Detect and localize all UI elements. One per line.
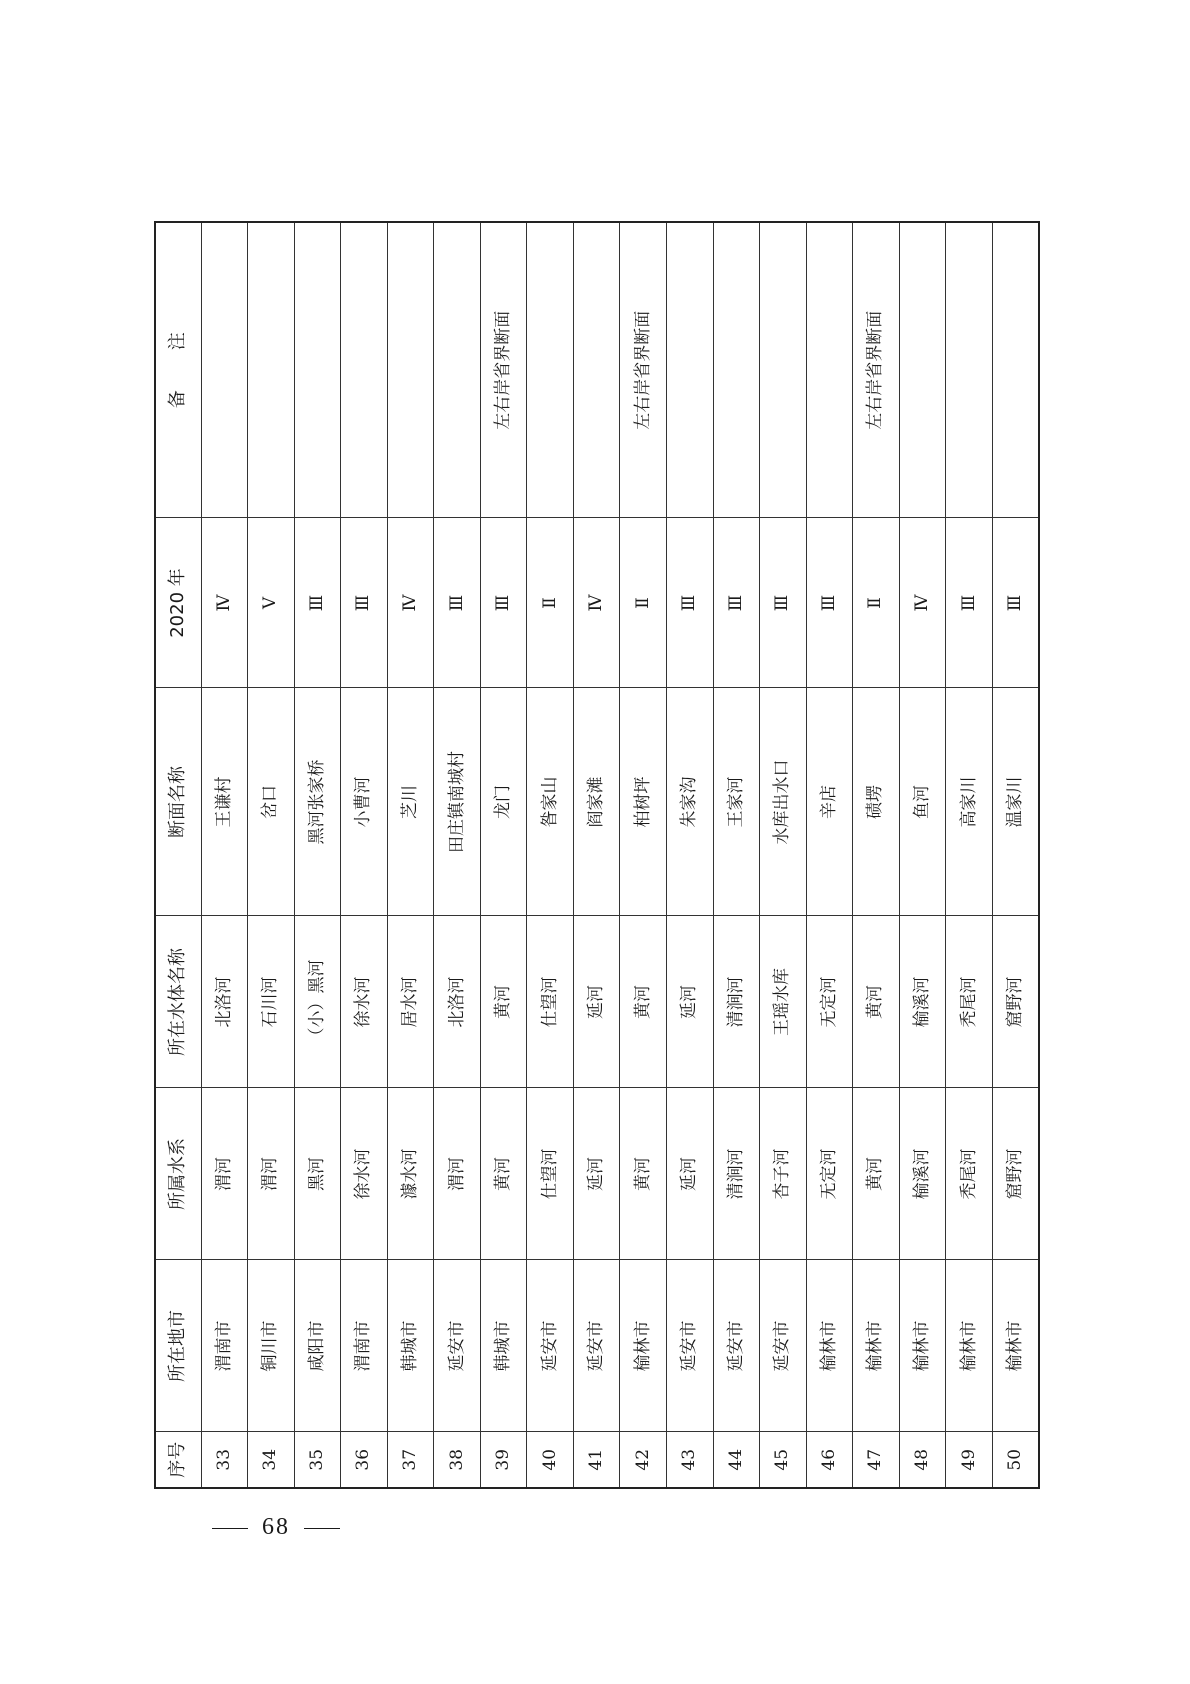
- table-row: [992, 222, 1039, 1488]
- cell-system: 渭河: [434, 1088, 481, 1260]
- cell-system: 清涧河: [713, 1088, 760, 1260]
- cell-water-body: 北洛河: [201, 916, 248, 1088]
- page-footer: [198, 1514, 354, 1541]
- cell-system: 黄河: [853, 1088, 900, 1260]
- cell-city: 延安市: [527, 1260, 574, 1432]
- cell-note: [992, 222, 1039, 518]
- cell-section: 王谦村: [201, 688, 248, 916]
- cell-seq: 34: [248, 1432, 295, 1488]
- header-section: 断面名称: [155, 688, 201, 916]
- cell-year: Ⅲ: [713, 518, 760, 688]
- cell-year: Ⅱ: [527, 518, 574, 688]
- cell-system: 黄河: [620, 1088, 667, 1260]
- cell-city: 榆林市: [992, 1260, 1039, 1432]
- cell-water-body: 窟野河: [992, 916, 1039, 1088]
- cell-system: 澽水河: [387, 1088, 434, 1260]
- table-row: [620, 222, 667, 1488]
- cell-water-body: 徐水河: [341, 916, 388, 1088]
- cell-seq: 38: [434, 1432, 481, 1488]
- cell-city: 铜川市: [248, 1260, 295, 1432]
- cell-year: Ⅴ: [248, 518, 295, 688]
- cell-seq: 41: [573, 1432, 620, 1488]
- cell-water-body: 石川河: [248, 916, 295, 1088]
- cell-section: 田庄镇南城村: [434, 688, 481, 916]
- table-header: [155, 222, 201, 1488]
- cell-section: 柏树坪: [620, 688, 667, 916]
- cell-year: Ⅳ: [573, 518, 620, 688]
- cell-seq: 37: [387, 1432, 434, 1488]
- cell-seq: 40: [527, 1432, 574, 1488]
- cell-year: Ⅲ: [434, 518, 481, 688]
- cell-city: 延安市: [573, 1260, 620, 1432]
- cell-year: Ⅱ: [620, 518, 667, 688]
- cell-water-body: 黄河: [620, 916, 667, 1088]
- table-row: [434, 222, 481, 1488]
- header-row: [155, 222, 201, 1488]
- cell-system: 杏子河: [760, 1088, 807, 1260]
- cell-system: 无定河: [806, 1088, 853, 1260]
- cell-year: Ⅲ: [992, 518, 1039, 688]
- cell-year: Ⅳ: [899, 518, 946, 688]
- dash-right: [304, 1528, 340, 1529]
- table-row: [527, 222, 574, 1488]
- cell-city: 榆林市: [899, 1260, 946, 1432]
- cell-system: 秃尾河: [946, 1088, 993, 1260]
- cell-water-body: （小）黑河: [294, 916, 341, 1088]
- cell-city: 榆林市: [946, 1260, 993, 1432]
- water-quality-table: [154, 221, 1040, 1489]
- cell-note: 左右岸省界断面: [620, 222, 667, 518]
- table-row: [853, 222, 900, 1488]
- cell-system: 黑河: [294, 1088, 341, 1260]
- page-number: 68: [262, 1514, 290, 1540]
- cell-section: 辛店: [806, 688, 853, 916]
- header-water-body: 所在水体名称: [155, 916, 201, 1088]
- cell-water-body: 黄河: [480, 916, 527, 1088]
- cell-section: 高家川: [946, 688, 993, 916]
- cell-water-body: 榆溪河: [899, 916, 946, 1088]
- table-row: [713, 222, 760, 1488]
- table-row: [573, 222, 620, 1488]
- cell-note: [713, 222, 760, 518]
- table-row: [201, 222, 248, 1488]
- cell-seq: 50: [992, 1432, 1039, 1488]
- table-row: [248, 222, 295, 1488]
- cell-year: Ⅲ: [341, 518, 388, 688]
- cell-note: [387, 222, 434, 518]
- cell-water-body: 秃尾河: [946, 916, 993, 1088]
- cell-water-body: 仕望河: [527, 916, 574, 1088]
- cell-water-body: 无定河: [806, 916, 853, 1088]
- cell-city: 延安市: [760, 1260, 807, 1432]
- header-note: 备注: [155, 222, 201, 518]
- cell-section: 龙门: [480, 688, 527, 916]
- cell-note: [248, 222, 295, 518]
- cell-seq: 44: [713, 1432, 760, 1488]
- cell-year: Ⅲ: [806, 518, 853, 688]
- cell-water-body: 延河: [666, 916, 713, 1088]
- cell-section: 阎家滩: [573, 688, 620, 916]
- cell-year: Ⅲ: [946, 518, 993, 688]
- cell-city: 延安市: [713, 1260, 760, 1432]
- table-row: [666, 222, 713, 1488]
- cell-note: [573, 222, 620, 518]
- cell-water-body: 王瑶水库: [760, 916, 807, 1088]
- cell-city: 延安市: [666, 1260, 713, 1432]
- cell-note: [294, 222, 341, 518]
- cell-year: Ⅲ: [760, 518, 807, 688]
- table-row: [760, 222, 807, 1488]
- table-row: [387, 222, 434, 1488]
- cell-seq: 43: [666, 1432, 713, 1488]
- header-system: 所属水系: [155, 1088, 201, 1260]
- cell-year: Ⅲ: [666, 518, 713, 688]
- cell-note: [666, 222, 713, 518]
- cell-system: 渭河: [201, 1088, 248, 1260]
- cell-seq: 48: [899, 1432, 946, 1488]
- cell-city: 渭南市: [341, 1260, 388, 1432]
- cell-section: 碛塄: [853, 688, 900, 916]
- cell-section: 岔口: [248, 688, 295, 916]
- cell-section: 小曹河: [341, 688, 388, 916]
- cell-city: 延安市: [434, 1260, 481, 1432]
- table-row: [946, 222, 993, 1488]
- dash-left: [212, 1528, 248, 1529]
- cell-note: [434, 222, 481, 518]
- cell-section: 水库出水口: [760, 688, 807, 916]
- cell-seq: 49: [946, 1432, 993, 1488]
- cell-system: 延河: [666, 1088, 713, 1260]
- cell-system: 榆溪河: [899, 1088, 946, 1260]
- cell-note: [201, 222, 248, 518]
- cell-note: 左右岸省界断面: [853, 222, 900, 518]
- cell-system: 渭河: [248, 1088, 295, 1260]
- cell-note: [899, 222, 946, 518]
- header-seq: 序号: [155, 1432, 201, 1488]
- rotated-page-content: [154, 223, 1040, 1489]
- cell-city: 榆林市: [620, 1260, 667, 1432]
- cell-seq: 33: [201, 1432, 248, 1488]
- cell-city: 韩城市: [387, 1260, 434, 1432]
- cell-city: 渭南市: [201, 1260, 248, 1432]
- cell-city: 榆林市: [806, 1260, 853, 1432]
- cell-water-body: 黄河: [853, 916, 900, 1088]
- cell-year: Ⅳ: [201, 518, 248, 688]
- cell-water-body: 延河: [573, 916, 620, 1088]
- cell-section: 黑河张家桥: [294, 688, 341, 916]
- table-row: [480, 222, 527, 1488]
- cell-system: 延河: [573, 1088, 620, 1260]
- table-row: [341, 222, 388, 1488]
- cell-note: 左右岸省界断面: [480, 222, 527, 518]
- table-row: [294, 222, 341, 1488]
- cell-system: 仕望河: [527, 1088, 574, 1260]
- cell-note: [806, 222, 853, 518]
- cell-section: 王家河: [713, 688, 760, 916]
- cell-seq: 45: [760, 1432, 807, 1488]
- cell-note: [946, 222, 993, 518]
- table-body: [201, 222, 1039, 1488]
- cell-year: Ⅲ: [294, 518, 341, 688]
- header-year: 2020 年: [155, 518, 201, 688]
- cell-section: 朱家沟: [666, 688, 713, 916]
- cell-water-body: 北洛河: [434, 916, 481, 1088]
- table-row: [899, 222, 946, 1488]
- cell-city: 韩城市: [480, 1260, 527, 1432]
- cell-seq: 47: [853, 1432, 900, 1488]
- table-row: [806, 222, 853, 1488]
- cell-seq: 36: [341, 1432, 388, 1488]
- cell-note: [760, 222, 807, 518]
- cell-seq: 39: [480, 1432, 527, 1488]
- cell-year: Ⅳ: [387, 518, 434, 688]
- cell-section: 昝家山: [527, 688, 574, 916]
- header-city: 所在地市: [155, 1260, 201, 1432]
- cell-seq: 35: [294, 1432, 341, 1488]
- cell-section: 芝川: [387, 688, 434, 916]
- cell-year: Ⅱ: [853, 518, 900, 688]
- cell-system: 窟野河: [992, 1088, 1039, 1260]
- cell-note: [341, 222, 388, 518]
- cell-seq: 46: [806, 1432, 853, 1488]
- cell-section: 温家川: [992, 688, 1039, 916]
- cell-water-body: 居水河: [387, 916, 434, 1088]
- cell-system: 徐水河: [341, 1088, 388, 1260]
- cell-seq: 42: [620, 1432, 667, 1488]
- cell-water-body: 清涧河: [713, 916, 760, 1088]
- cell-city: 榆林市: [853, 1260, 900, 1432]
- cell-year: Ⅲ: [480, 518, 527, 688]
- cell-system: 黄河: [480, 1088, 527, 1260]
- cell-city: 咸阳市: [294, 1260, 341, 1432]
- cell-section: 鱼河: [899, 688, 946, 916]
- cell-note: [527, 222, 574, 518]
